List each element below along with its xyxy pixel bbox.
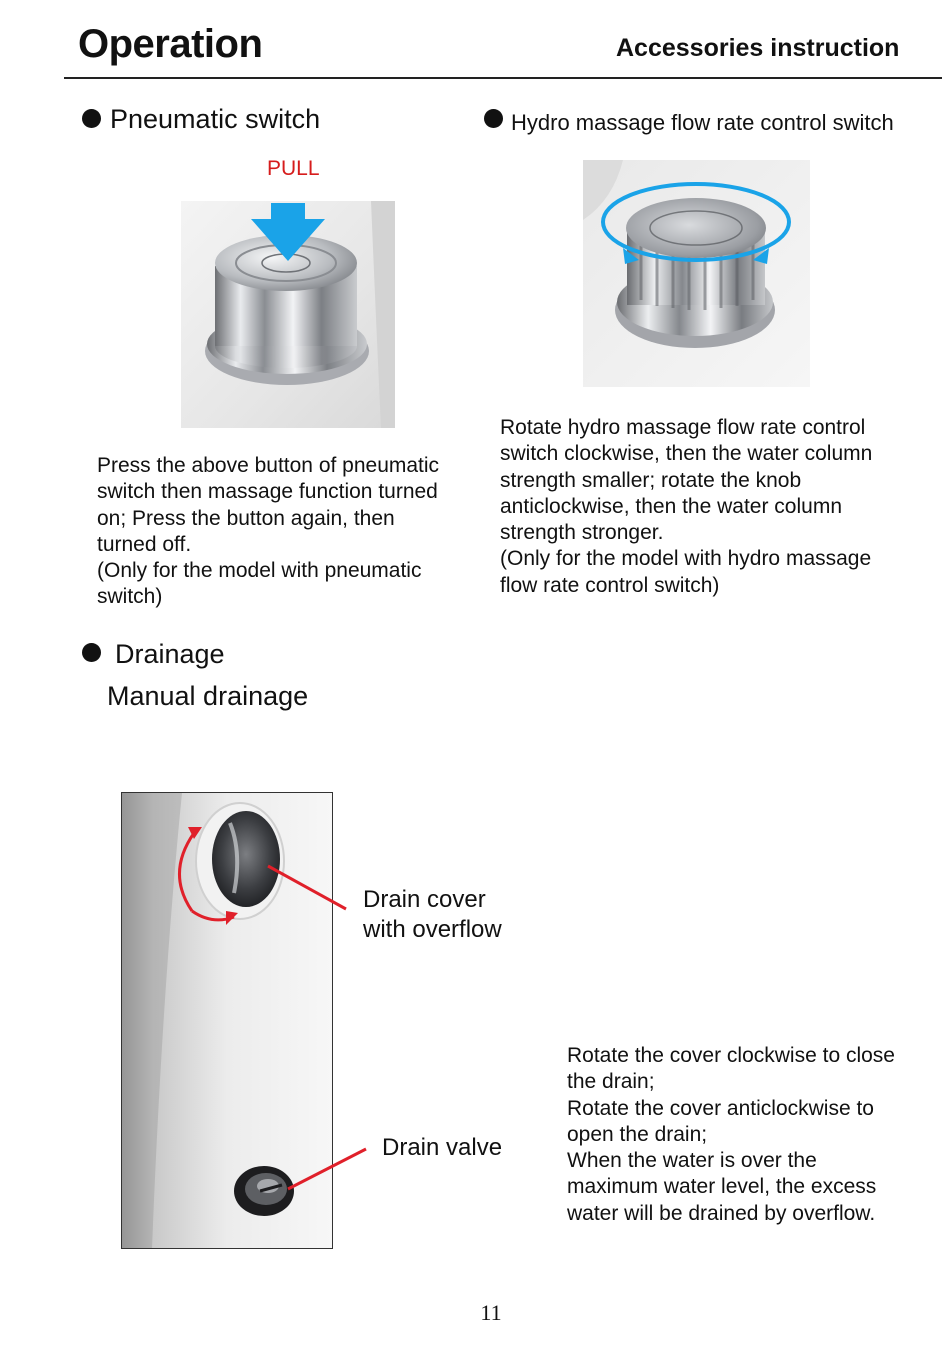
section-subtitle: Accessories instruction: [616, 34, 900, 62]
drain-cover-label: Drain cover with overflow: [363, 886, 502, 943]
manual-drainage-subheading: Manual drainage: [107, 681, 309, 711]
pneumatic-description: Press the above button of pneumatic switch then massage function turned on; Press the button again, then turned off. (Only for the model with pneumatic switch): [97, 454, 440, 609]
page-number: 11: [480, 1300, 502, 1325]
page-title: Operation: [78, 22, 263, 66]
hydro-description: Rotate hydro massage flow rate control switch clockwise, then the water column strength smaller; rotate the knob anticlockwise, then the water column strength stronger. (Only for the model with hydro massage flow rate control switch): [500, 416, 873, 597]
pneumatic-heading: Pneumatic switch: [110, 104, 321, 134]
hydro-heading: Hydro massage flow rate control switch: [511, 110, 894, 135]
drainage-description: Rotate the cover clockwise to close the drain; Rotate the cover anticlockwise to open the drain; When the water is over the maximum water level, the excess water will be drained by overflow.: [567, 1044, 895, 1225]
pull-label: PULL: [267, 157, 320, 180]
drainage-heading: Drainage: [115, 639, 225, 669]
drain-valve-label: Drain valve: [382, 1134, 503, 1161]
